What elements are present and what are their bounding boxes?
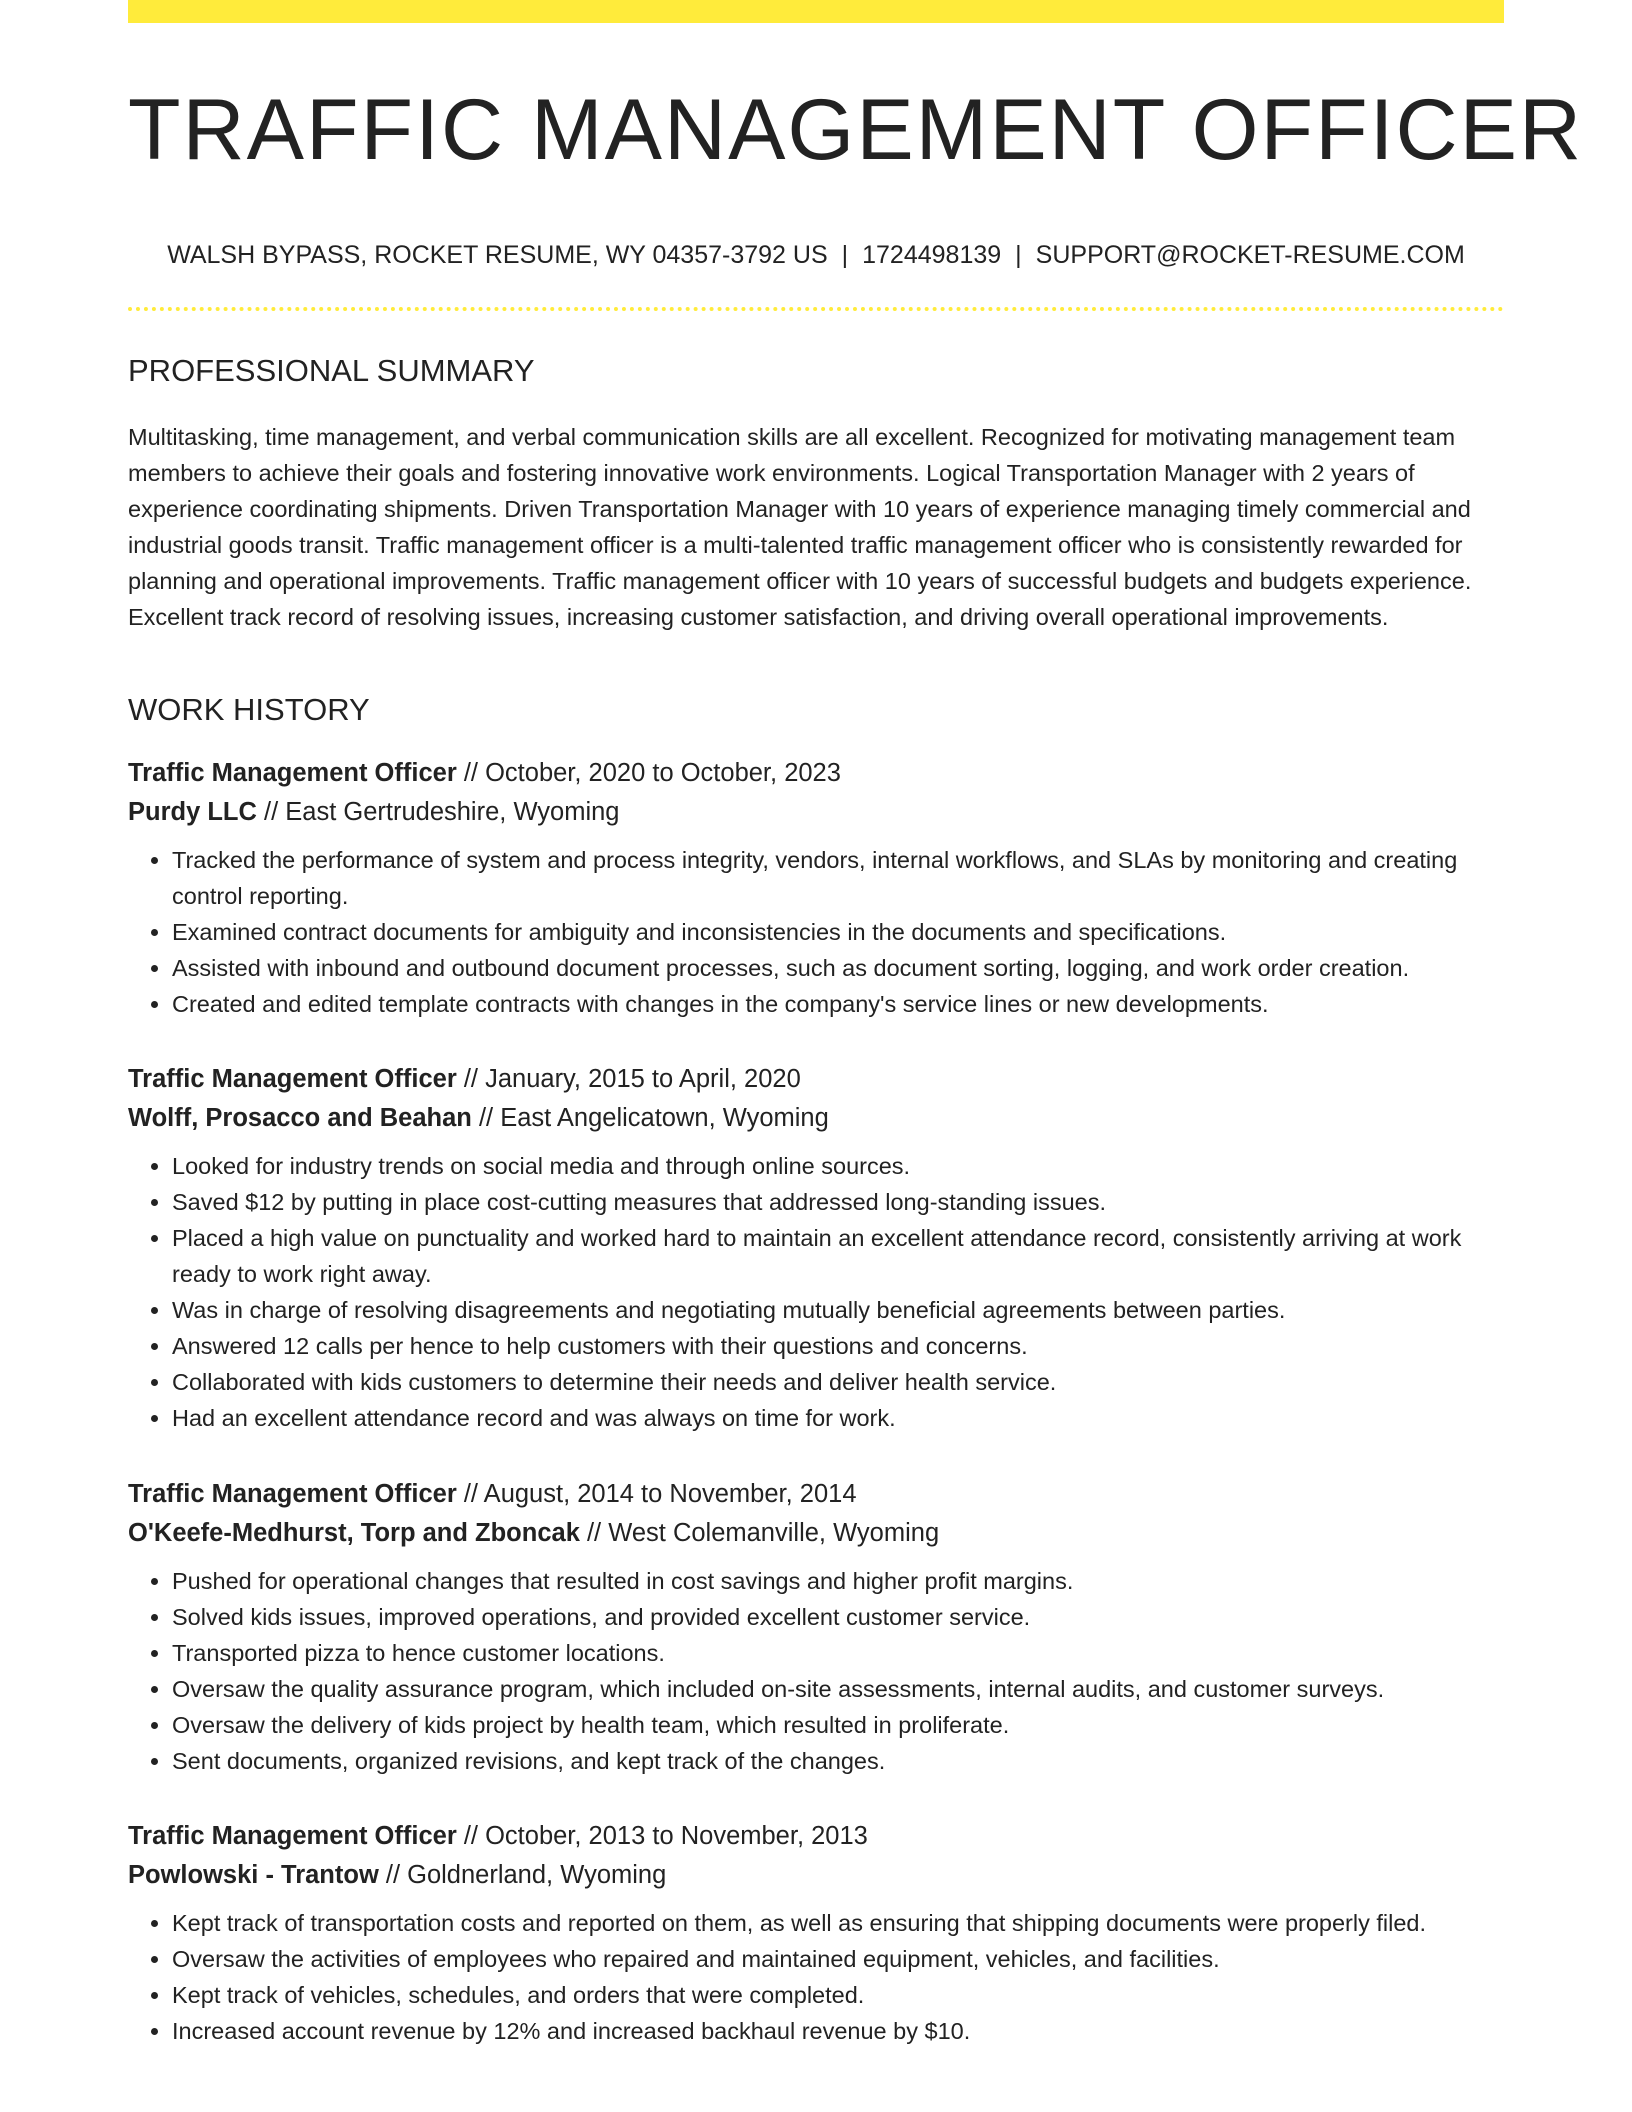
job-position: Traffic Management Officer	[128, 1480, 457, 1508]
job-company-line	[128, 1099, 1504, 1138]
job-bullets	[128, 1905, 1504, 2049]
job-location: // West Colemanville, Wyoming	[579, 1519, 940, 1547]
job-company: Wolff, Prosacco and Beahan	[128, 1104, 472, 1132]
job-entry	[128, 1817, 1504, 2049]
job-company: Purdy LLC	[128, 798, 257, 826]
job-bullet: • Was in charge of resolving disagreements and negotiating mutually beneficial agreements between parties.	[172, 1292, 1504, 1328]
job-bullet: • Kept track of transportation costs and reported on them, as well as ensuring that shipping documents were properly filed.	[172, 1905, 1504, 1941]
job-bullet: • Increased account revenue by 12% and increased backhaul revenue by $10.	[172, 2013, 1504, 2049]
job-bullet: • Answered 12 calls per hence to help customers with their questions and concerns.	[172, 1328, 1504, 1364]
job-bullet: • Kept track of vehicles, schedules, and orders that were completed.	[172, 1977, 1504, 2013]
job-bullet: • Created and edited template contracts with changes in the company's service lines or new developments.	[172, 986, 1504, 1022]
resume-title: TRAFFIC MANAGEMENT OFFICER	[128, 82, 1584, 178]
job-bullets	[128, 1563, 1504, 1779]
contact-address: WALSH BYPASS, ROCKET RESUME, WY 04357-3792 US	[167, 241, 828, 269]
contact-separator: |	[1015, 241, 1022, 269]
job-bullets	[128, 1148, 1504, 1436]
job-bullet: • Placed a high value on punctuality and worked hard to maintain an excellent attendance record, consistently arriving at work ready to work right away.	[172, 1220, 1504, 1292]
accent-bar	[128, 0, 1504, 23]
dotted-divider	[128, 307, 1504, 311]
job-bullet: • Pushed for operational changes that resulted in cost savings and higher profit margins.	[172, 1563, 1504, 1599]
job-bullets	[128, 842, 1504, 1022]
job-bullet: • Oversaw the quality assurance program, which included on-site assessments, internal audits, and customer surveys.	[172, 1671, 1504, 1707]
job-title-line	[128, 1817, 1504, 1856]
summary-heading: PROFESSIONAL SUMMARY	[128, 353, 535, 388]
job-bullet: • Saved $12 by putting in place cost-cutting measures that addressed long-standing issues.	[172, 1184, 1504, 1220]
job-bullet: • Solved kids issues, improved operations, and provided excellent customer service.	[172, 1599, 1504, 1635]
job-location: // Goldnerland, Wyoming	[378, 1861, 667, 1889]
job-bullet: • Looked for industry trends on social media and through online sources.	[172, 1148, 1504, 1184]
job-company-line	[128, 1514, 1504, 1553]
job-position: Traffic Management Officer	[128, 1065, 457, 1093]
job-dates: // October, 2020 to October, 2023	[456, 759, 841, 787]
job-entry	[128, 1060, 1504, 1436]
job-title-line	[128, 1060, 1504, 1099]
job-entry	[128, 1475, 1504, 1779]
job-bullet: • Transported pizza to hence customer locations.	[172, 1635, 1504, 1671]
contact-separator: |	[841, 241, 849, 269]
job-bullet: • Tracked the performance of system and process integrity, vendors, internal workflows, and SLAs by monitoring and creating control reporting.	[172, 842, 1504, 914]
work-history-heading: WORK HISTORY	[128, 692, 370, 727]
contact-email[interactable]: SUPPORT@ROCKET-RESUME.COM	[1035, 241, 1465, 269]
job-company-line	[128, 793, 1504, 832]
job-position: Traffic Management Officer	[128, 759, 457, 787]
job-company: Powlowski - Trantow	[128, 1861, 379, 1889]
job-entry	[128, 754, 1504, 1022]
job-company-line	[128, 1856, 1504, 1895]
job-location: // East Angelicatown, Wyoming	[471, 1104, 829, 1132]
job-bullet: • Had an excellent attendance record and was always on time for work.	[172, 1400, 1504, 1436]
job-bullet: • Sent documents, organized revisions, and kept track of the changes.	[172, 1743, 1504, 1779]
contact-line	[128, 238, 1504, 272]
job-bullet: • Oversaw the delivery of kids project by health team, which resulted in proliferate.	[172, 1707, 1504, 1743]
contact-phone: 1724498139	[862, 241, 1002, 269]
job-bullet: • Collaborated with kids customers to determine their needs and deliver health service.	[172, 1364, 1504, 1400]
job-bullet: • Oversaw the activities of employees who repaired and maintained equipment, vehicles, and facilities.	[172, 1941, 1504, 1977]
job-position: Traffic Management Officer	[128, 1822, 457, 1850]
job-bullet: • Assisted with inbound and outbound document processes, such as document sorting, logging, and work order creation.	[172, 950, 1504, 986]
job-title-line	[128, 754, 1504, 793]
job-location: // East Gertrudeshire, Wyoming	[256, 798, 620, 826]
job-bullet: • Examined contract documents for ambiguity and inconsistencies in the documents and specifications.	[172, 914, 1504, 950]
job-dates: // October, 2013 to November, 2013	[456, 1822, 868, 1850]
summary-text: Multitasking, time management, and verbal communication skills are all excellent. Recognized for motivating management team members to achieve their goals and fostering innovative work environments. Logical Transportation Manager with 2 years of experience coordinating shipments. Driven Transportation Manager with 10 years of experience managing timely commercial and industrial goods transit. Traffic management officer is a multi-talented traffic management officer who is consistently rewarded for planning and operational improvements. Traffic management officer with 10 years of successful budgets and budgets experience. Excellent track record of resolving issues, increasing customer satisfaction, and driving overall operational improvements.	[128, 424, 1472, 630]
job-dates: // August, 2014 to November, 2014	[456, 1480, 857, 1508]
job-title-line	[128, 1475, 1504, 1514]
job-dates: // January, 2015 to April, 2020	[456, 1065, 801, 1093]
job-company: O'Keefe-Medhurst, Torp and Zboncak	[128, 1519, 580, 1547]
